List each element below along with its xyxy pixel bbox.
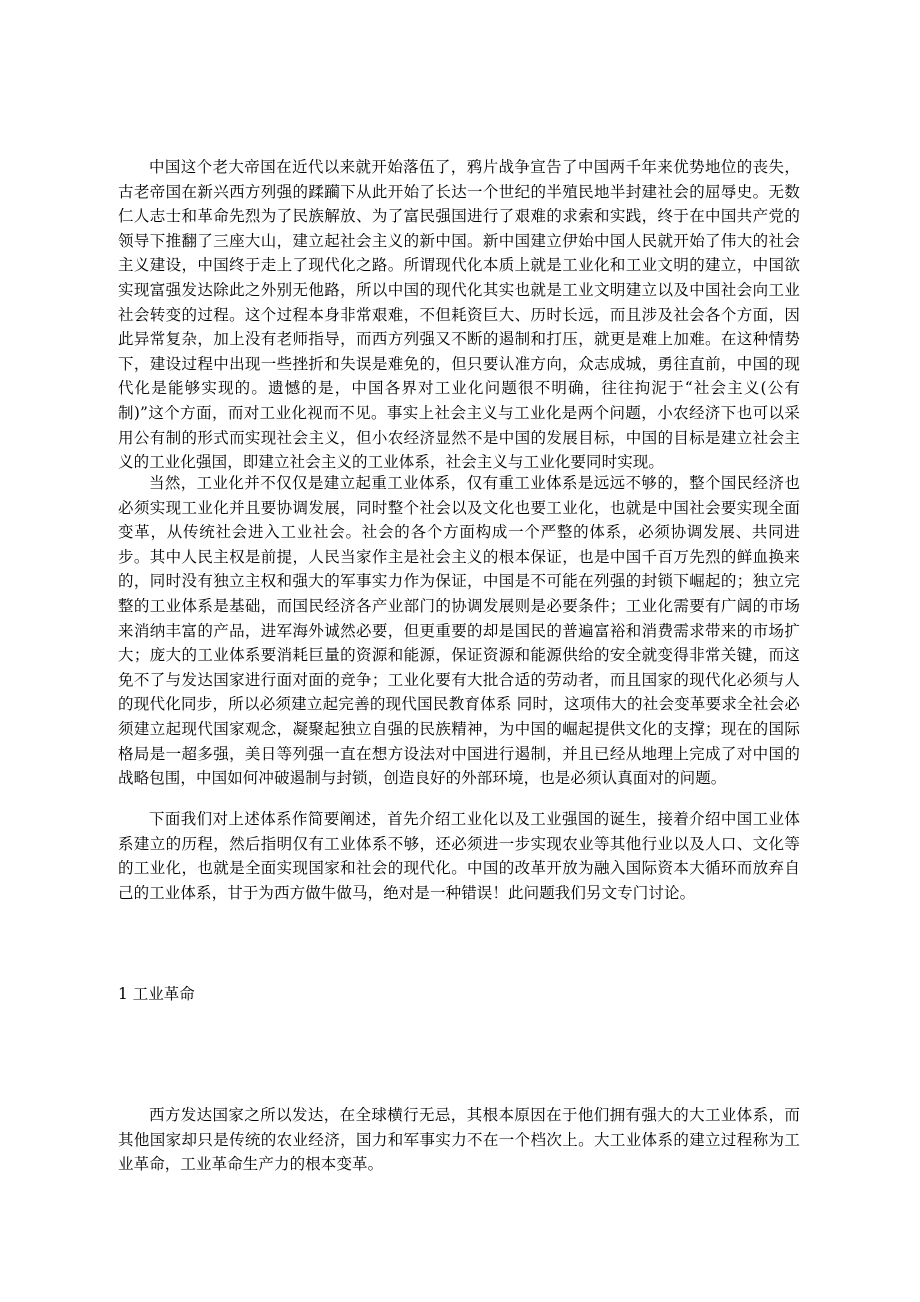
paragraph-intro: 中国这个老大帝国在近代以来就开始落伍了，鸦片战争宣告了中国两千年来优势地位的丧失，古老帝国在新兴西方列强的蹂躏下从此开始了长达一个世纪的半殖民地半封建社会的屈辱史。无数仁人志士和革命先烈为了民族解放、为了富民强国进行了艰难的求索和实践，终于在中国共产党的领导下推翻了三座大山，建立起社会主义的新中国。新中国建立伊始中国人民就开始了伟大的社会主义建设，中国终于走上了现代化之路。所谓现代化本质上就是工业化和工业文明的建立，中国欲实现富强发达除此之外别无他路，所以中国的现代化其实也就是工业文明建立以及中国社会向工业社会转变的过程。这个过程本身非常艰难，不但耗资巨大、历时长远，而且涉及社会各个方面，因此异常复杂，加上没有老师指导，而西方列强又不断的遏制和打压，就更是难上加难。在这种情势下，建设过程中出现一些挫折和失误是难免的，但只要认准方向，众志成城，勇往直前，中国的现代化是能够实现的。遗憾的是，中国各界对工业化问题很不明确，往往拘泥于“社会主义(公有制)”这个方面，而对工业化视而不见。事实上社会主义与工业化是两个问题，小农经济下也可以采用公有制的形式而实现社会主义，但小农经济显然不是中国的发展目标，中国的目标是建立社会主义的工业化强国，即建立社会主义的工业体系，社会主义与工业化要同时实现。	[118, 158, 800, 472]
paragraph-outline: 下面我们对上述体系作简要阐述，首先介绍工业化以及工业强国的诞生，接着介绍中国工业体系建立的历程，然后指明仅有工业体系不够，还必须进一步实现农业等其他行业以及人口、文化等的工业化，也就是全面实现国家和社会的现代化。中国的改革开放为融入国际资本大循环而放弃自己的工业体系，甘于为西方做牛做马，绝对是一种错误！此问题我们另文专门讨论。	[118, 810, 800, 902]
section-heading: 1 工业革命	[118, 985, 195, 1003]
paragraph-industrialization-system: 当然，工业化并不仅仅是建立起重工业体系，仅有重工业体系是远远不够的，整个国民经济也必须实现工业化并且要协调发展，同时整个社会以及文化也要工业化，也就是中国社会要实现全面变革，从传统社会进入工业社会。社会的各个方面构成一个严整的体系，必须协调发展、共同进步。其中人民主权是前提，人民当家作主是社会主义的根本保证，也是中国千百万先烈的鲜血换来的，同时没有独立主权和强大的军事实力作为保证，中国是不可能在列强的封锁下崛起的；独立完整的工业体系是基础，而国民经济各产业部门的协调发展则是必要条件；工业化需要有广阔的市场来消纳丰富的产品，进军海外诚然必要，但更重要的却是国民的普遍富裕和消费需求带来的市场扩大；庞大的工业体系要消耗巨量的资源和能源，保证资源和能源供给的安全就变得非常关键，而这免不了与发达国家进行面对面的竞争；工业化要有大批合适的劳动者，而且国家的现代化必须与人的现代化同步，所以必须建立起完善的现代国民教育体系 同时，这项伟大的社会变革要求全社会必须建立起现代国家观念，凝聚起独立自强的民族精神，为中国的崛起提供文化的支撑；现在的国际格局是一超多强，美日等列强一直在想方设法对中国进行遏制，并且已经从地理上完成了对中国的战略包围，中国如何冲破遏制与封锁，创造良好的外部环境，也是必须认真面对的问题。	[118, 474, 800, 788]
paragraph-industrial-revolution: 西方发达国家之所以发达，在全球横行无忌，其根本原因在于他们拥有强大的大工业体系，而其他国家却只是传统的农业经济，国力和军事实力不在一个档次上。大工业体系的建立过程称为工业革命，工业革命生产力的根本变革。	[118, 1106, 800, 1174]
